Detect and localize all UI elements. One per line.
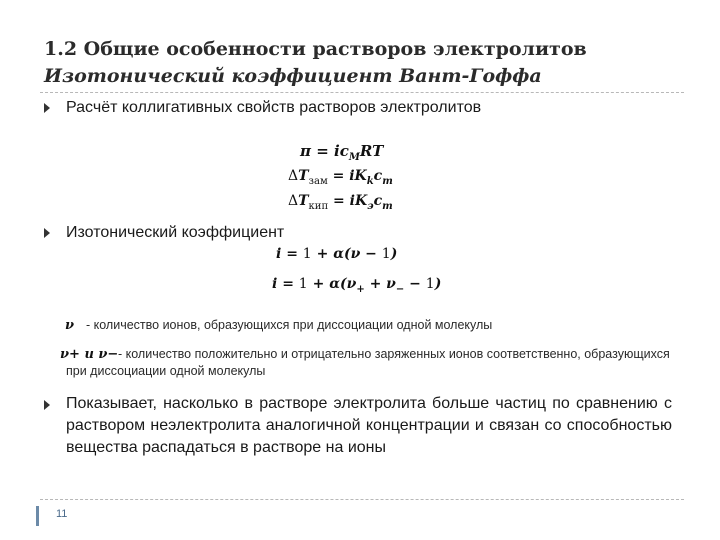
bullet-arrow-icon xyxy=(44,103,50,113)
formula-isotonic-1: i = 1 + α(ν − 1) xyxy=(276,246,398,262)
formula-freezing: $\Delta T_{зам} = iK_kc_m$ xyxy=(288,168,393,187)
title-line-2: Изотонический коэффициент Вант-Гоффа xyxy=(44,65,542,87)
bullet-1-text: Расчёт коллигативных свойств растворов электролитов xyxy=(66,99,482,116)
formula-osmotic: $\pi = ic_MRT$ xyxy=(300,142,384,163)
nu-plus-minus-description-line xyxy=(66,346,680,380)
page-number: 11 xyxy=(56,508,68,520)
bullet-arrow-icon xyxy=(44,400,50,410)
nu-symbol: ν xyxy=(65,318,75,333)
formula-isotonic-2: $i = 1 + \alpha(\nu_+ + \nu_- - 1)$ xyxy=(272,276,442,295)
page-title xyxy=(44,36,704,90)
nu-description: - количество ионов, образующихся при диссоциации одной молекулы xyxy=(86,318,493,332)
nu-plus-minus-description: - количество положительно и отрицательно заряженных ионов соответственно, образующихся при диссоциации одной молекулы xyxy=(66,347,670,378)
title-line-1: 1.2 Общие особенности растворов электролитов xyxy=(44,38,587,60)
bullet-3-text: Показывает, насколько в растворе электролита больше частиц по сравнению с раствором неэлектролита аналогичной концентрации и связан со способностью вещества распадаться в растворе на ионы xyxy=(66,395,672,456)
bottom-divider xyxy=(40,499,684,500)
formula-boiling: $\Delta T_{кип} = iK_эc_m$ xyxy=(288,193,393,212)
bullet-2-text: Изотонический коэффициент xyxy=(66,224,285,241)
top-divider xyxy=(40,92,684,93)
page-marker xyxy=(36,506,39,526)
nu-plus-minus-symbol: ν+ и ν− xyxy=(60,347,119,362)
bullet-arrow-icon xyxy=(44,228,50,238)
